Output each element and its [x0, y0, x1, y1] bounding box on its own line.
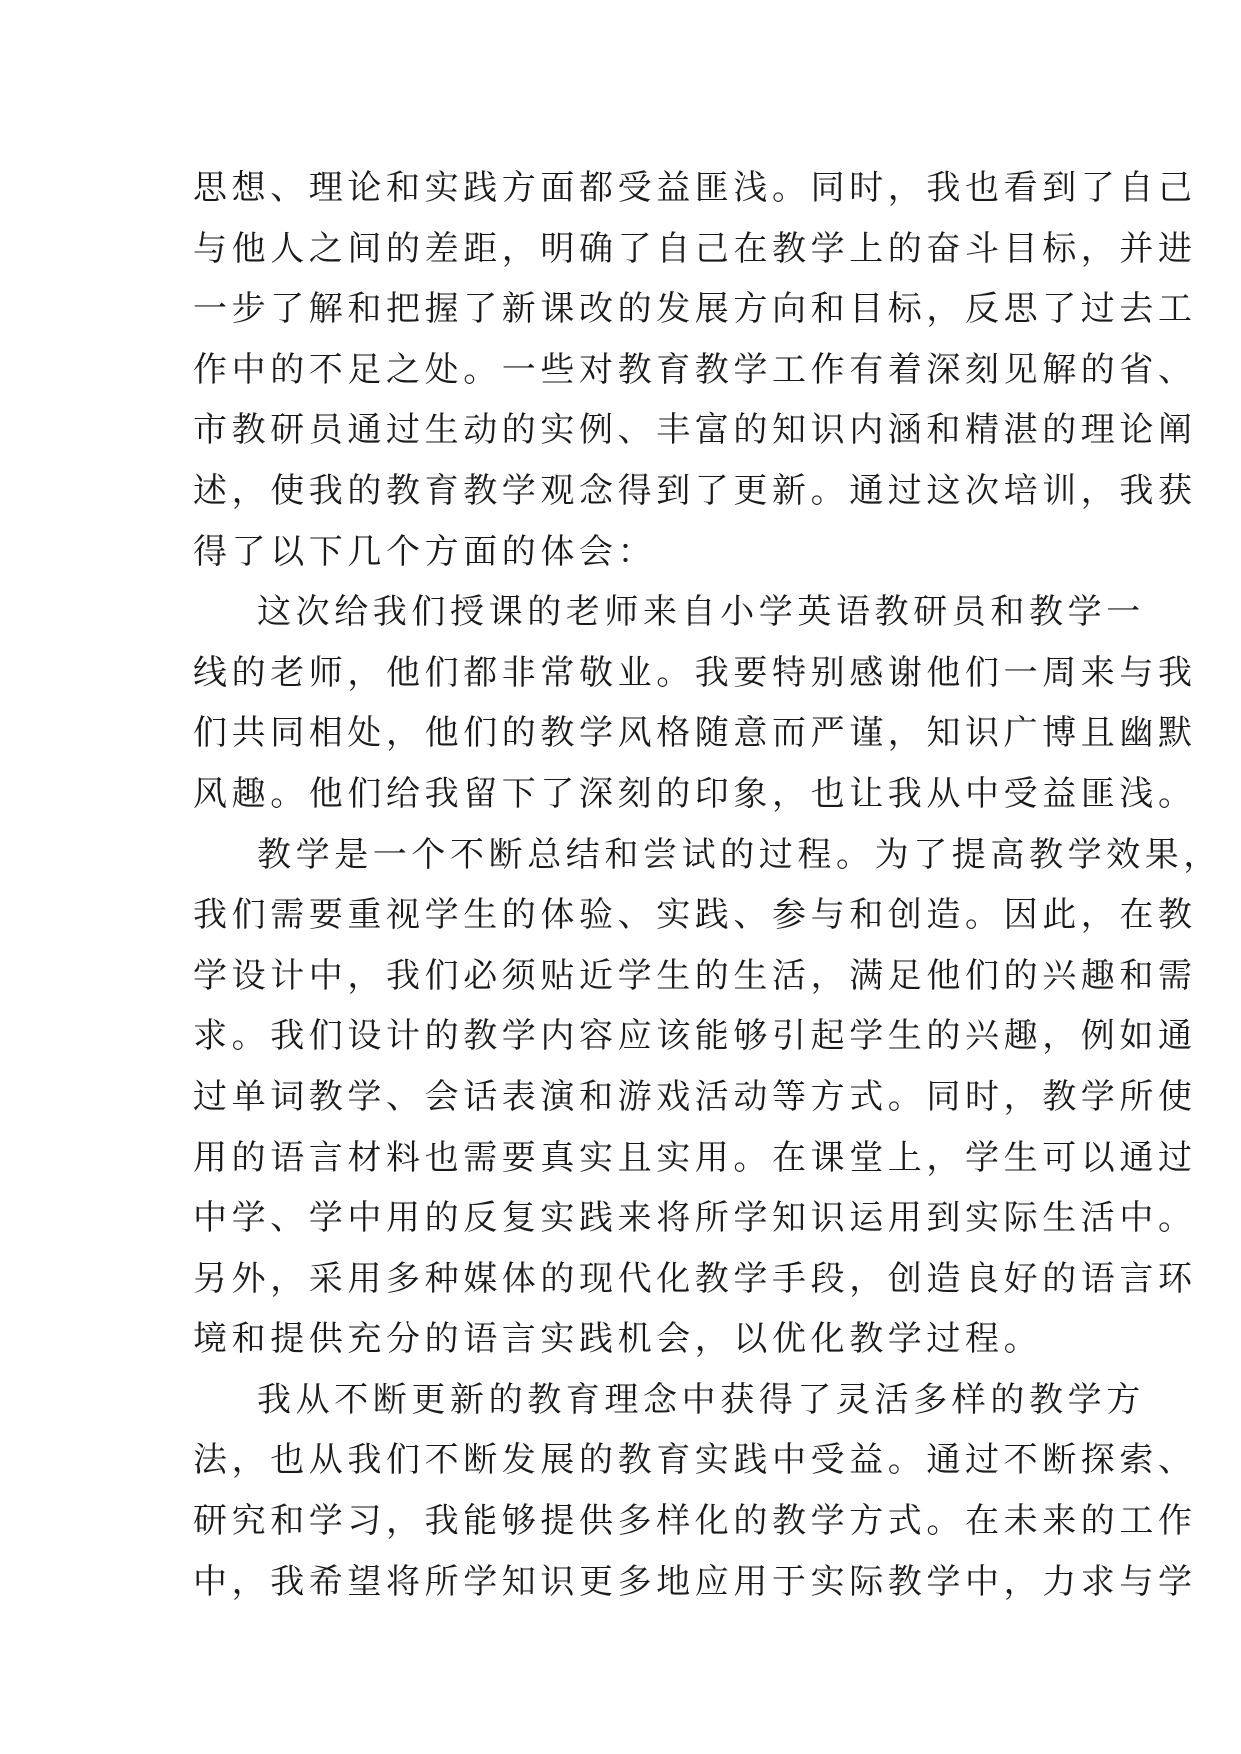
text-line: 求。我们设计的教学内容应该能够引起学生的兴趣，例如通: [193, 1016, 1197, 1057]
text-line: 另外，采用多种媒体的现代化教学手段，创造良好的语言环: [193, 1258, 1197, 1299]
text-line: 述，使我的教育教学观念得到了更新。通过这次培训，我获: [193, 470, 1197, 511]
paragraph-4: [193, 1370, 1197, 1612]
text-line: 风趣。他们给我留下了深刻的印象，也让我从中受益匪浅。: [193, 773, 1197, 814]
paragraph-2: [193, 582, 1197, 824]
text-line: 思想、理论和实践方面都受益匪浅。同时，我也看到了自己: [193, 168, 1197, 208]
text-line: 过单词教学、会话表演和游戏活动等方式。同时，教学所使: [193, 1076, 1197, 1117]
paragraph-3: [193, 825, 1222, 1370]
text-line: 一步了解和把握了新课改的发展方向和目标，反思了过去工: [193, 289, 1197, 330]
text-line: 境和提供充分的语言实践机会，以优化教学过程。: [193, 1319, 1043, 1360]
text-line: 我从不断更新的教育理念中获得了灵活多样的教学方: [257, 1379, 1145, 1420]
text-line: 线的老师，他们都非常敬业。我要特别感谢他们一周来与我: [193, 652, 1197, 693]
text-line: 中学、学中用的反复实践来将所学知识运用到实际生活中。: [193, 1198, 1197, 1239]
text-line: 作中的不足之处。一些对教育教学工作有着深刻见解的省、: [193, 349, 1197, 390]
text-line: 得了以下几个方面的体会：: [193, 531, 657, 572]
paragraph-1: [193, 158, 1197, 582]
text-line: 教学是一个不断总结和尝试的过程。为了提高教学效果，: [257, 834, 1222, 875]
text-line: 我们需要重视学生的体验、实践、参与和创造。因此，在教: [193, 895, 1197, 936]
text-line: 与他人之间的差距，明确了自己在教学上的奋斗目标，并进: [193, 228, 1197, 269]
document-body: [193, 158, 1222, 1612]
text-line: 法，也从我们不断发展的教育实践中受益。通过不断探索、: [193, 1440, 1197, 1481]
text-line: 中，我希望将所学知识更多地应用于实际教学中，力求与学: [193, 1561, 1197, 1602]
text-line: 这次给我们授课的老师来自小学英语教研员和教学一: [257, 592, 1145, 633]
text-line: 市教研员通过生动的实例、丰富的知识内涵和精湛的理论阐: [193, 410, 1197, 451]
text-line: 学设计中，我们必须贴近学生的生活，满足他们的兴趣和需: [193, 955, 1197, 996]
text-line: 用的语言材料也需要真实且实用。在课堂上，学生可以通过: [193, 1137, 1197, 1178]
text-line: 研究和学习，我能够提供多样化的教学方式。在未来的工作: [193, 1501, 1197, 1542]
text-line: 们共同相处，他们的教学风格随意而严谨，知识广博且幽默: [193, 713, 1197, 754]
